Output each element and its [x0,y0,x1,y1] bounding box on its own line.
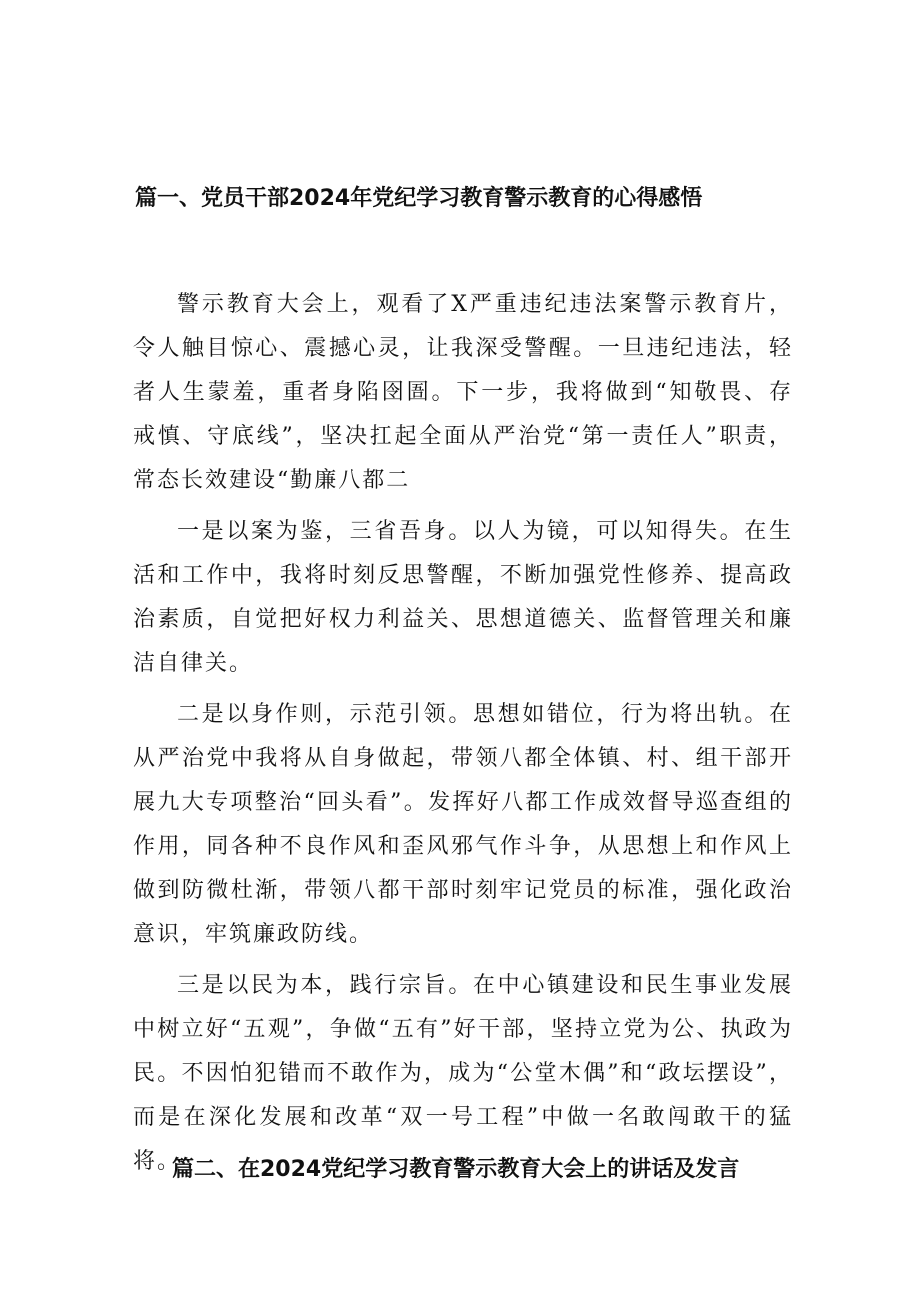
section-2-title: 篇二、在2024党纪学习教育警示教育大会上的讲话及发言 [172,1157,740,1182]
section-1-body [133,283,793,1191]
section-1-title: 篇一、党员干部2024年党纪学习教育警示教育的心得感悟 [135,186,703,211]
paragraph: 一是以案为鉴，三省吾身。以人为镜，可以知得失。在生活和工作中，我将时刻反思警醒，不断加强党性修养、提高政治素质，自觉把好权力利益关、思想道德关、监督管理关和廉洁自律关。 [133,519,793,676]
paragraph: 三是以民为本，践行宗旨。在中心镇建设和民生事业发展中树立好“五观”，争做“五有”好干部，坚持立党为公、执政为民。不因怕犯错而不敢作为，成为“公堂木偶”和“政坛摆设”，而是在深化发展和改革“双一号工程”中做一名敢闯敢干的猛将。 [133,973,793,1174]
paragraph: 警示教育大会上，观看了X严重违纪违法案警示教育片，令人触目惊心、震撼心灵，让我深受警醒。一旦违纪违法，轻者人生蒙羞，重者身陷囹圄。下一步，我将做到“知敬畏、存戒慎、守底线”，坚决扛起全面从严治党“第一责任人”职责，常态长效建设“勤廉八都二 [133,292,793,493]
paragraph: 二是以身作则，示范引领。思想如错位，行为将出轨。在从严治党中我将从自身做起，带领八都全体镇、村、组干部开展九大专项整治“回头看”。发挥好八都工作成效督导巡查组的作用，同各种不良作风和歪风邪气作斗争，从思想上和作风上做到防微杜渐，带领八都干部时刻牢记党员的标准，强化政治意识，牢筑廉政防线。 [133,702,793,947]
